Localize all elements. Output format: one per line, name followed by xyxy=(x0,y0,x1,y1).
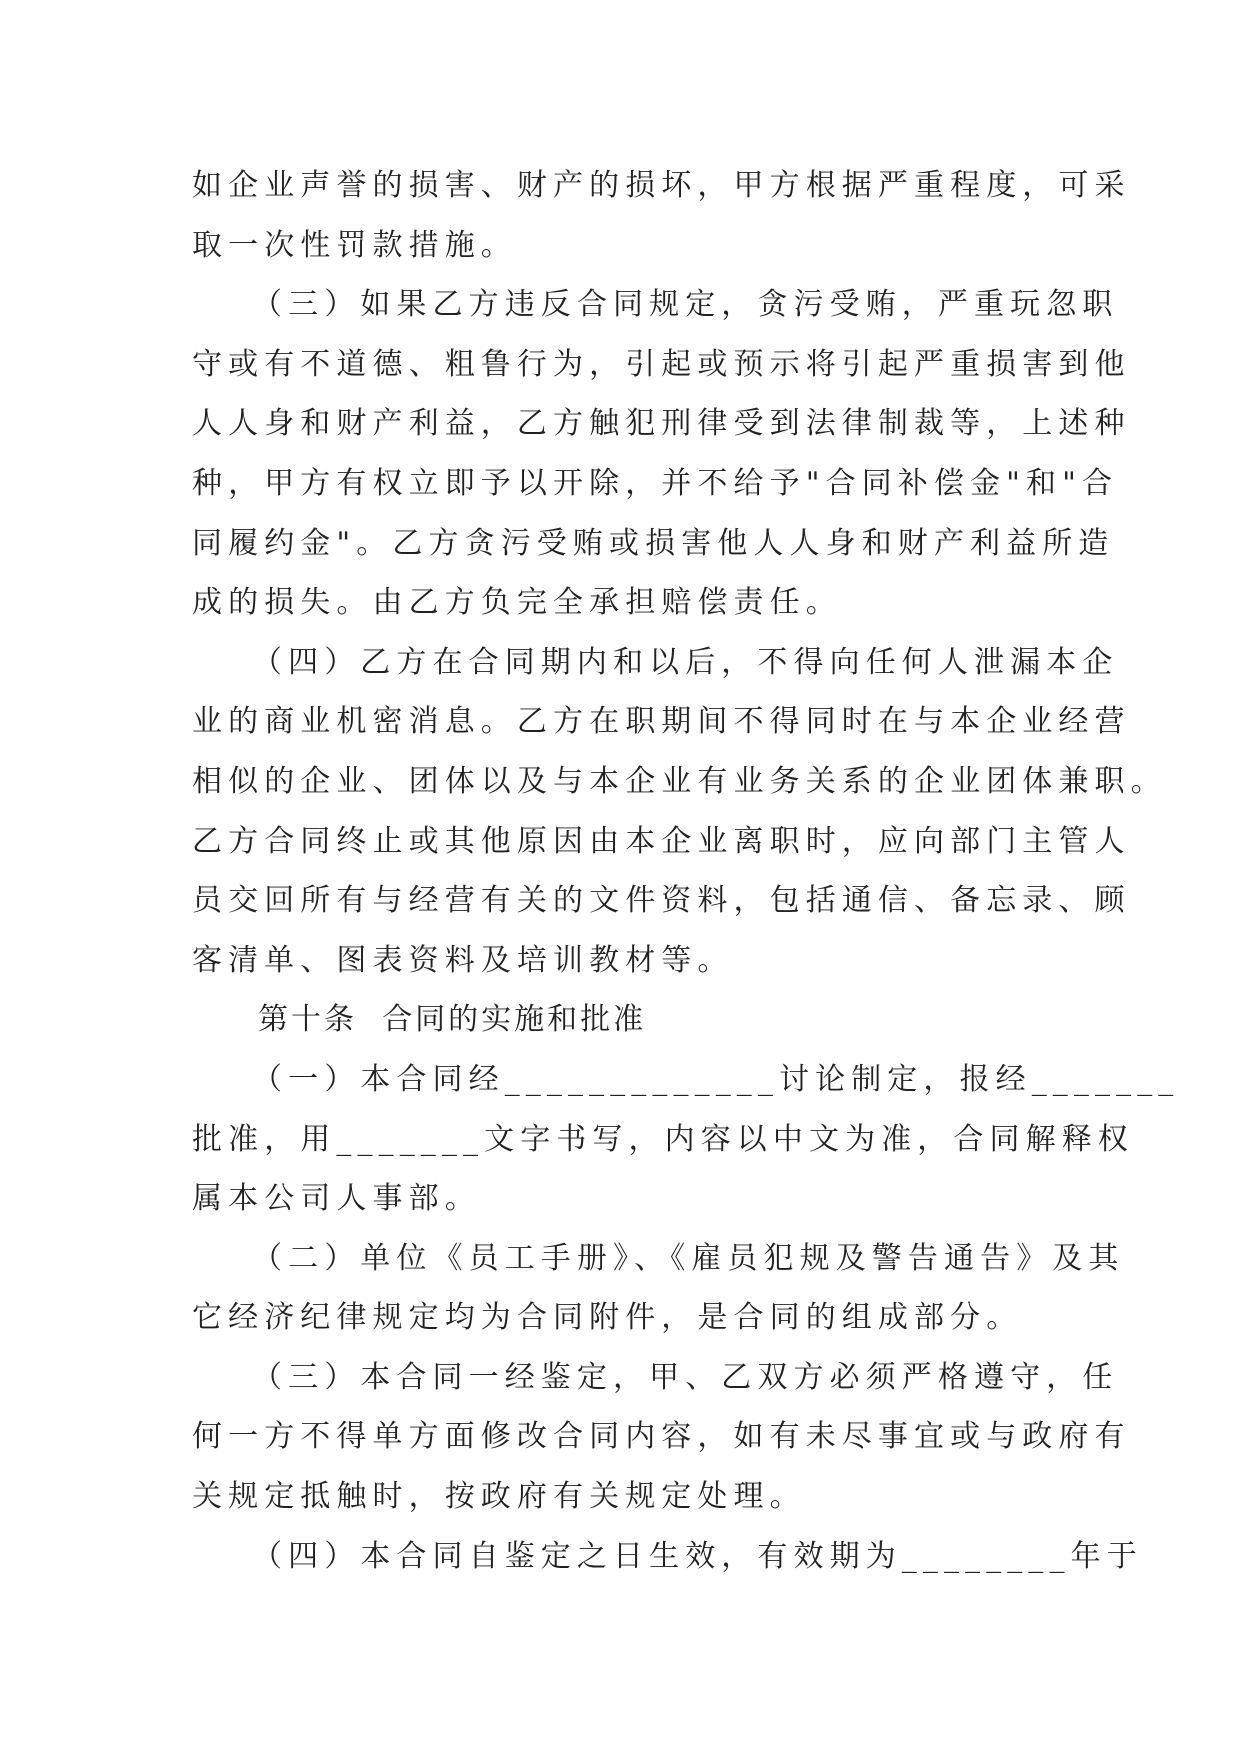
article-10-clause-3-line: （三）本合同一经鉴定，甲、乙双方必须严格遵守，任 xyxy=(252,1359,1119,1395)
article-10-clause-2-line: （二）单位《员工手册》、《雇员犯规及警告通告》及其 xyxy=(252,1240,1125,1276)
text-line: 人人身和财产利益，乙方触犯刑律受到法律制裁等，上述种 xyxy=(192,406,1131,442)
clause-3-line: （三）如果乙方违反合同规定，贪污受贿，严重玩忽职 xyxy=(252,287,1119,323)
text-line: 成的损失。由乙方负完全承担赔偿责任。 xyxy=(192,585,842,621)
clause-4-line: （四）乙方在合同期内和以后，不得向任何人泄漏本企 xyxy=(252,644,1119,680)
text-line: 业的商业机密消息。乙方在职期间不得同时在与本企业经营 xyxy=(192,704,1131,740)
text-line: 相似的企业、团体以及与本企业有业务关系的企业团体兼职。 xyxy=(192,763,1167,799)
article-10-heading: 第十条 合同的实施和批准 xyxy=(258,1002,647,1038)
text-line: 同履约金"。乙方贪污受贿或损害他人人身和财产利益所造 xyxy=(192,525,1115,561)
text-line: 批准，用_______文字书写，内容以中文为准，合同解释权 xyxy=(192,1121,1134,1157)
document-page xyxy=(192,156,1180,1586)
text-line: 属本公司人事部。 xyxy=(192,1181,481,1217)
text-line: 取一次性罚款措施。 xyxy=(192,227,517,263)
text-line: 乙方合同终止或其他原因由本企业离职时，应向部门主管人 xyxy=(192,823,1131,859)
article-10-clause-4-line: （四）本合同自鉴定之日生效，有效期为________年于 xyxy=(252,1538,1143,1574)
text-line: 它经济纪律规定均为合同附件，是合同的组成部分。 xyxy=(192,1300,1023,1336)
text-line: 种，甲方有权立即予以开除，并不给予"合同补偿金"和"合 xyxy=(192,465,1119,501)
text-line: 何一方不得单方面修改合同内容，如有未尽事宜或与政府有 xyxy=(192,1419,1131,1455)
text-line: 守或有不道德、粗鲁行为，引起或预示将引起严重损害到他 xyxy=(192,346,1131,382)
text-line: 关规定抵触时，按政府有关规定处理。 xyxy=(192,1479,806,1515)
article-10-clause-1-line: （一）本合同经_____________讨论制定，报经_______ xyxy=(252,1061,1180,1097)
text-line: 客清单、图表资料及培训教材等。 xyxy=(192,942,734,978)
text-line: 如企业声誉的损害、财产的损坏，甲方根据严重程度，可采 xyxy=(192,168,1131,203)
text-line: 员交回所有与经营有关的文件资料，包括通信、备忘录、顾 xyxy=(192,883,1131,919)
